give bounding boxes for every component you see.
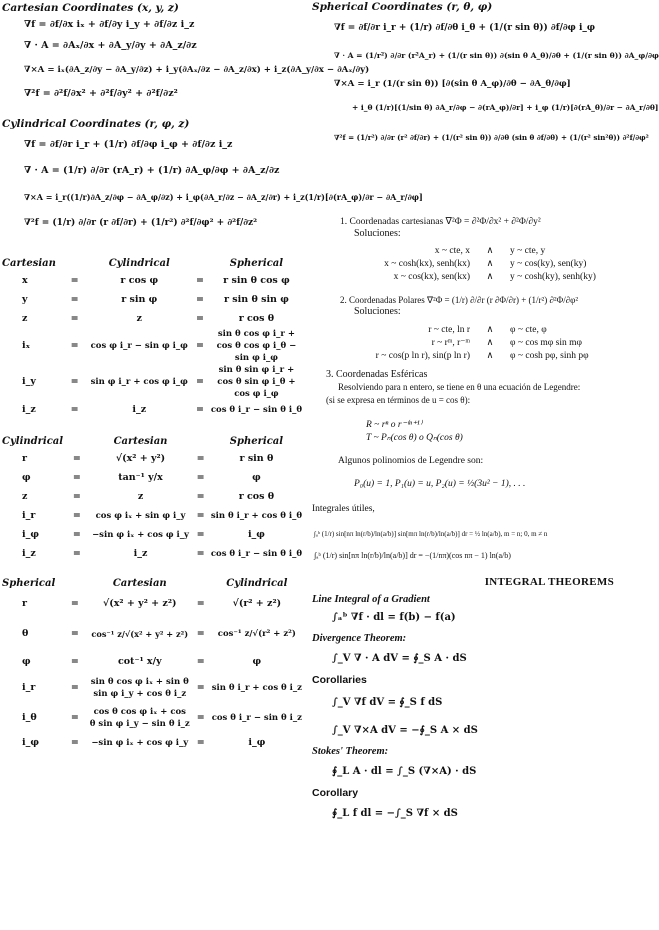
solution-row: r ~ cte, ln r ∧ φ ~ cte, φ <box>428 325 547 335</box>
table-row: y = r sin φ = r sin θ sin φ <box>22 293 289 305</box>
corollary-3: ∮_L f dl = −∫_S ∇f × dS <box>332 808 458 819</box>
cartesian-gradient: ∇f = ∂f/∂x iₓ + ∂f/∂y i_y + ∂f/∂z i_z <box>24 19 195 30</box>
table-row: i_φ = −sin φ iₓ + cos φ i_y = i_φ <box>22 736 266 748</box>
table2-header-1: Cylindrical <box>2 435 64 447</box>
legendre-intro: Algunos polinomios de Legendre son: <box>338 456 484 466</box>
table1-header-2: Cylindrical <box>108 257 170 269</box>
table-row: i_r = sin θ cos φ iₓ + sin θ sin φ i_y + cos θ i_z = sin θ i_r + cos θ i_z <box>22 677 302 699</box>
item3-text1: Resolviendo para n entero, se tiene en θ una ecuación de Legendre: <box>338 382 581 392</box>
table-row: θ = cos⁻¹ z/√(x² + y² + z²) = cos⁻¹ z/√(r² + z²) <box>22 628 296 639</box>
item3-text2: (si se expresa en términos de u = cos θ): <box>326 395 471 405</box>
table-row: x = r cos φ = r sin θ cos φ <box>22 274 290 286</box>
solution-row: x ~ cosh(kx), senh(kx) ∧ y ~ cos(ky), sen(ky) <box>384 259 587 269</box>
table-row: i_θ = cos θ cos φ iₓ + cos θ sin φ i_y − sin θ i_z = cos θ i_r − sin θ i_z <box>22 707 302 729</box>
item2-label: Soluciones: <box>354 306 401 317</box>
table-row: i_y = sin φ i_r + cos φ i_φ = sin θ sin φ i_r + cos θ sin φ i_θ + cos φ i_φ <box>22 365 296 399</box>
divergence-heading: Divergence Theorem: <box>312 633 407 644</box>
table3-header-3: Cylindrical <box>226 577 288 589</box>
legendre-R: R ~ rⁿ o r⁻⁽ⁿ⁺¹⁾ <box>366 420 423 430</box>
integral-theorems-title: INTEGRAL THEOREMS <box>484 576 614 588</box>
table1-header-3: Spherical <box>229 257 284 269</box>
spherical-conversion-table <box>2 575 302 752</box>
spherical-heading: Spherical Coordinates (r, θ, φ) <box>312 1 493 13</box>
table-row: i_φ = −sin φ iₓ + cos φ i_y = i_φ <box>22 528 265 540</box>
table-row: r = √(x² + y²) = r sin θ <box>22 452 274 464</box>
spherical-laplacian: ∇²f = (1/r²) ∂/∂r (r² ∂f/∂r) + (1/(r² sin θ)) ∂/∂θ (sin θ ∂f/∂θ) + (1/(r² sin²θ)) ∂²f/∂φ² <box>334 133 649 142</box>
line-integral-eq: ∫ₐᵇ ∇f · dl = f(b) − f(a) <box>332 612 456 623</box>
corollary-1: ∫_V ∇f dV = ∮_S f dS <box>332 697 443 708</box>
item-polar-solutions <box>340 294 614 363</box>
table3-header-2: Cartesian <box>112 577 167 589</box>
table-row: r = √(x² + y² + z²) = √(r² + z²) <box>22 598 282 609</box>
right-column <box>312 0 659 821</box>
table1-header-1: Cartesian <box>2 257 56 269</box>
table-row: z = z = r cos θ <box>22 312 275 324</box>
cylindrical-gradient: ∇f = ∂f/∂r i_r + (1/r) ∂f/∂φ i_φ + ∂f/∂z i_z <box>24 139 233 150</box>
integral-1: ∫ₐᵇ (1/r) sin[nπ ln(r/b)/ln(a/b)] sin[mπ ln(r/b)/ln(a/b)] dr = ½ ln(a/b), m = n; 0, m ≠ n <box>314 530 548 538</box>
table-row: i_z = i_z = cos θ i_r − sin θ i_θ <box>22 547 302 559</box>
cylindrical-curl: ∇×A = i_r((1/r)∂A_z/∂φ − ∂A_φ/∂z) + i_φ(∂A_r/∂z − ∂A_z/∂r) + i_z(1/r)[∂(rA_φ)/∂r − ∂A_r/∂φ] <box>24 192 423 202</box>
table-row: φ = tan⁻¹ y/x = φ <box>22 471 261 483</box>
integrals-intro: Integrales útiles, <box>312 504 375 514</box>
cylindrical-conversion-table <box>2 433 302 563</box>
table-row: φ = cot⁻¹ x/y = φ <box>22 656 262 667</box>
cartesian-conversion-table <box>2 255 302 419</box>
corollaries-heading: Corollaries <box>312 674 367 686</box>
cartesian-heading: Cartesian Coordinates (x, y, z) <box>2 2 179 14</box>
spherical-curl-2: + i_θ (1/r)[(1/sin θ) ∂A_r/∂φ − ∂(rA_φ)/∂r] + i_φ (1/r)[∂(rA_θ)/∂r − ∂A_r/∂θ] <box>352 103 659 112</box>
item-cartesian-solutions <box>340 216 614 284</box>
table-row: iₓ = cos φ i_r − sin φ i_φ = sin θ cos φ i_r + cos θ cos φ i_θ − sin φ i_φ <box>22 329 297 363</box>
table3-header-1: Spherical <box>2 577 56 589</box>
table-row: i_r = cos φ iₓ + sin φ i_y = sin θ i_r + cos θ i_θ <box>22 509 302 521</box>
divergence-eq: ∫_V ∇ · A dV = ∮_S A · dS <box>332 653 467 664</box>
table-row: z = z = r cos θ <box>22 490 275 502</box>
legendre-T: T ~ Pₙ(cos θ) o Qₙ(cos θ) <box>366 433 463 443</box>
spherical-gradient: ∇f = ∂f/∂r i_r + (1/r) ∂f/∂θ i_θ + (1/(r sin θ)) ∂f/∂φ i_φ <box>334 23 596 33</box>
item-spherical <box>326 369 614 491</box>
cylindrical-laplacian: ∇²f = (1/r) ∂/∂r (r ∂f/∂r) + (1/r²) ∂²f/∂φ² + ∂²f/∂z² <box>24 218 258 228</box>
spherical-divergence: ∇ · A = (1/r²) ∂/∂r (r²A_r) + (1/(r sin θ)) ∂(sin θ A_θ)/∂θ + (1/(r sin θ)) ∂A_φ/∂φ <box>334 51 659 60</box>
solution-row: x ~ cos(kx), sen(kx) ∧ y ~ cosh(ky), senh(ky) <box>393 272 596 282</box>
cartesian-laplacian: ∇²f = ∂²f/∂x² + ∂²f/∂y² + ∂²f/∂z² <box>24 88 178 99</box>
stokes-heading: Stokes' Theorem: <box>312 746 389 757</box>
cylindrical-heading: Cylindrical Coordinates (r, φ, z) <box>2 118 190 130</box>
item3-title: 3. Coordenadas Esféricas <box>326 369 428 380</box>
item1-label: Soluciones: <box>354 228 401 239</box>
spherical-curl-1: ∇×A = i_r (1/(r sin θ)) [∂(sin θ A_φ)/∂θ − ∂A_θ/∂φ] <box>334 79 571 89</box>
solution-row: r ~ cos(p ln r), sin(p ln r) ∧ φ ~ cosh pφ, sinh pφ <box>375 351 589 361</box>
item1-title: 1. Coordenadas cartesianas ∇²Φ = ∂²Φ/∂x² + ∂²Φ/∂y² <box>340 217 541 227</box>
line-integral-heading: Line Integral of a Gradient <box>312 594 430 605</box>
cylindrical-divergence: ∇ · A = (1/r) ∂/∂r (rA_r) + (1/r) ∂A_φ/∂φ + ∂A_z/∂z <box>24 165 280 176</box>
corollary-heading: Corollary <box>312 787 359 799</box>
table2-header-3: Spherical <box>229 435 284 447</box>
table-row: i_z = i_z = cos θ i_r − sin θ i_θ <box>22 403 302 415</box>
table2-header-2: Cartesian <box>113 435 168 447</box>
solution-row: r ~ rᵐ, r⁻ᵐ ∧ φ ~ cos mφ sin mφ <box>431 338 582 348</box>
cartesian-divergence: ∇ · A = ∂Aₓ/∂x + ∂A_y/∂y + ∂A_z/∂z <box>24 40 197 51</box>
corollary-2: ∫_V ∇×A dV = −∮_S A × dS <box>332 725 478 736</box>
stokes-eq: ∮_L A · dl = ∫_S (∇×A) · dS <box>332 766 477 777</box>
item2-title: 2. Coordenadas Polares ∇²Φ = (1/r) ∂/∂r (r ∂Φ/∂r) + (1/r²) ∂²Φ/∂φ² <box>340 295 579 305</box>
cartesian-curl: ∇×A = iₓ(∂A_z/∂y − ∂A_y/∂z) + i_y(∂Aₓ/∂z − ∂A_z/∂x) + i_z(∂A_y/∂x − ∂Aₓ/∂y) <box>24 65 370 75</box>
integral-2: ∫ₐᵇ (1/r) sin[nπ ln(r/b)/ln(a/b)] dr = −(1/nπ)(cos nπ − 1) ln(a/b) <box>314 551 511 560</box>
solution-row: x ~ cte, x ∧ y ~ cte, y <box>434 246 546 256</box>
legendre-polynomials: P₀(u) = 1, P₁(u) = u, P₂(u) = ½(3u² − 1), . . . <box>354 479 526 489</box>
